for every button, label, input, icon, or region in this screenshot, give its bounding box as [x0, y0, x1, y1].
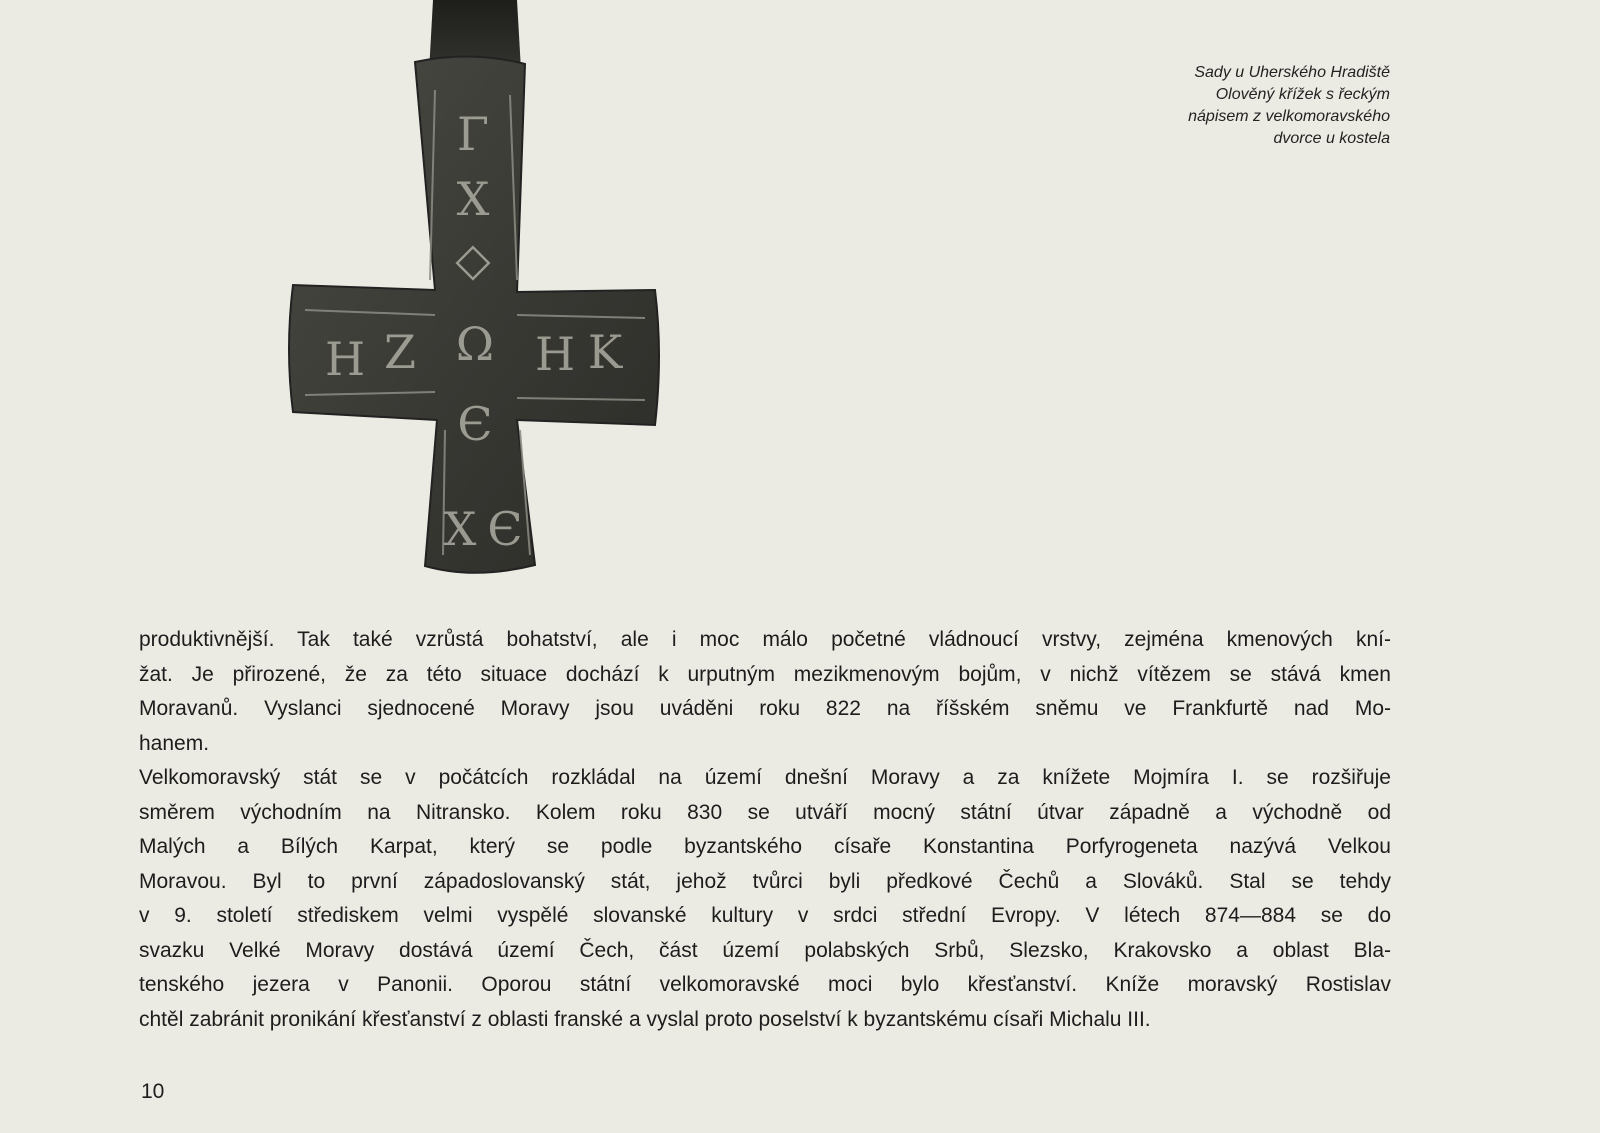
lead-cross-photo — [285, 0, 675, 585]
body-line: chtěl zabránit pronikání křesťanství z oblasti franské a vyslal proto poselství k byzantskému císaři Michalu III. — [139, 1007, 1151, 1031]
body-line: žat. Je přirozené, že za této situace dochází k urputným mezikmenovým bojům, v nichž vítězem se stává kmen — [139, 662, 1391, 686]
body-text — [139, 623, 1391, 1037]
body-line: hanem. — [139, 731, 210, 755]
glyph-kappa: Κ — [587, 325, 623, 379]
glyph-omicron: ◇ — [455, 232, 491, 286]
body-line: Velkomoravský stát se v počátcích rozkládal na území dnešní Moravy a za knížete Mojmíra I. se rozšiřuje — [139, 766, 1391, 789]
caption-line: Sady u Uherského Hradiště — [1194, 64, 1390, 81]
glyph-eta: Η — [324, 332, 366, 386]
caption-line: nápisem z velkomoravského — [1188, 108, 1390, 125]
caption-line: dvorce u kostela — [1273, 130, 1390, 147]
glyph-gamma: Γ — [457, 107, 489, 161]
lead-cross-image — [285, 0, 675, 585]
glyph-epsilon: Є — [457, 397, 493, 451]
glyph-zeta: Ζ — [384, 325, 416, 379]
body-line: svazku Velké Moravy dostává území Čech, část území polabských Srbů, Slezsko, Krakovsko a oblast Bla- — [139, 938, 1391, 962]
body-line: Moravou. Byl to první západoslovanský stát, jehož tvůrci byli předkové Čechů a Slováků. Stal se tehdy — [139, 869, 1391, 893]
glyph-chi-bottom: Χ — [443, 502, 477, 556]
body-line: produktivnější. Tak také vzrůstá bohatství, ale i moc málo početné vládnoucí vrstvy, zejména kmenových kní- — [139, 628, 1391, 651]
body-line: Malých a Bílých Karpat, který se podle byzantského císaře Konstantina Porfyrogeneta nazývá Velkou — [139, 835, 1391, 858]
body-line: tenského jezera v Panonii. Oporou státní velkomoravské moci bylo křesťanství. Kníže moravský Rostislav — [139, 973, 1391, 996]
body-line: směrem východním na Nitransko. Kolem roku 830 se utváří mocný státní útvar západně a východně od — [139, 800, 1391, 824]
glyph-omega: Ω — [455, 317, 495, 371]
page-number: 10 — [141, 1080, 165, 1103]
glyph-sigma: Є — [487, 502, 523, 556]
photo-caption — [1030, 62, 1390, 150]
glyph-eta-right: Η — [534, 327, 576, 381]
caption-line: Olověný křížek s řeckým — [1215, 86, 1390, 103]
body-line: Moravanů. Vyslanci sjednocené Moravy jsou uváděni roku 822 na říšském sněmu ve Frankfurtě nad Mo- — [139, 697, 1391, 720]
body-line: v 9. století střediskem velmi vyspělé slovanské kultury v srdci střední Evropy. V létech 874—884 se do — [139, 904, 1391, 927]
glyph-chi: Χ — [456, 172, 490, 226]
